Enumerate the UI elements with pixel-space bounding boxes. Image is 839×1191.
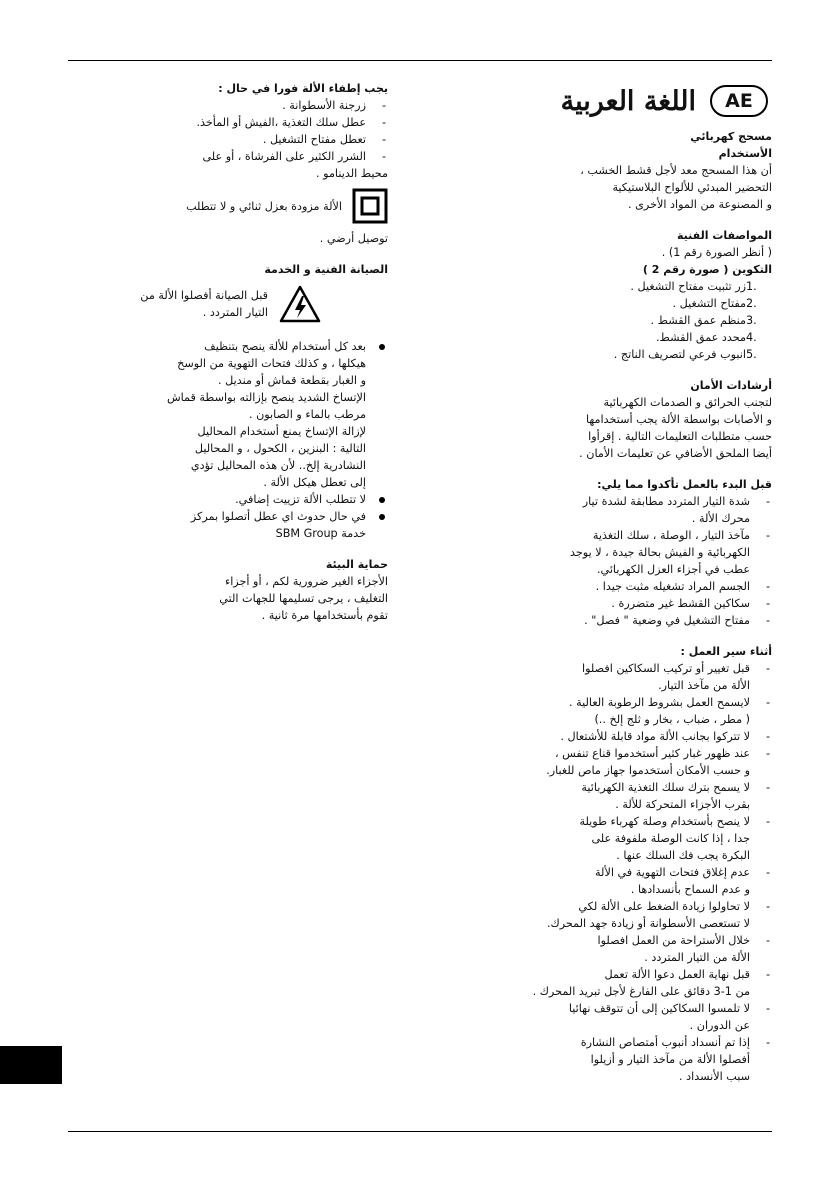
usage-line: التحضير المبدئي للألواح البلاستيكية	[612, 181, 772, 194]
list-item: - لايسمح العمل بشروط الرطوبة العالية . ( مطر ، ضباب ، بخار و ثلج إلخ ..)	[425, 694, 772, 728]
usage-heading: الأستخدام	[718, 147, 772, 160]
list-item: - الشرر الكثير على الفرشاة ، أو على	[130, 148, 388, 165]
list-item: - خلال الأستراحة من العمل افصلوا الألة من التيار المتردد .	[425, 932, 772, 966]
list-item: - لا يسمح بترك سلك التغذية الكهربائية بقرب الأجزاء المتحركة للألة .	[425, 779, 772, 813]
environment-text	[130, 573, 388, 624]
list-item: - إذا تم أنسداد أنبوب أمتصاص النشارة أفصلوا الألة من مآخذ التيار و أزيلوا سبب الأنسداد .	[425, 1034, 772, 1085]
before-work-list	[425, 493, 772, 629]
emergency-stop-list	[130, 97, 388, 165]
environment-line: التغليف ، يرجى تسليمها للجهات التي	[219, 592, 388, 605]
before-work-heading: قبل البدء بالعمل تأكدوا مما يلي:	[597, 478, 772, 491]
double-insulation-icon	[352, 188, 388, 224]
list-item: - عدم إغلاق فتحات التهوية في الألة و عدم السماح بأنسدادها .	[425, 864, 772, 898]
list-item: - لا ينصح بأستخدام وصلة كهرباء طويلة جدا ، إذا كانت الوصلة ملفوفة على البكرة يجب فك السلك عنها .	[425, 813, 772, 864]
usage-text	[425, 162, 772, 213]
left-column	[130, 80, 388, 624]
language-badge: AE	[710, 85, 768, 117]
list-item: - عطل سلك التغذية ،الفيش أو المأخذ.	[130, 114, 388, 131]
page-header	[560, 84, 772, 122]
maintenance-warning-row	[130, 284, 388, 324]
list-item: 4. محدد عمق القشط.	[656, 331, 757, 344]
list-item: 5. انبوب فرعي لتصريف الناتج .	[613, 348, 757, 361]
during-work-list	[425, 660, 772, 1085]
list-item: - قبل نهاية العمل دعوا الألة تعمل من 1-3 دقائق على الفارغ لأجل تبريد المحرك .	[425, 966, 772, 1000]
top-rule	[68, 60, 772, 61]
list-item: - تعطل مفتاح التشغيل .	[130, 131, 388, 148]
insulation-row	[130, 188, 388, 224]
list-item: - قبل تغيير أو تركيب السكاكين افصلوا الألة من مآخذ التيار.	[425, 660, 772, 694]
list-item: - مآخذ التيار ، الوصلة ، سلك التغذية الكهربائية و الفيش بحالة جيدة ، لا يوجد عطب في أجزاء العزل الكهربائي.	[425, 527, 772, 578]
maintenance-list	[130, 338, 388, 542]
list-item: بعد كل أستخدام للألة ينصح بتنظيف هيكلها ، و كذلك فتحات التهوية من الوسخ و الغبار بقطعة قماش أو منديل . الإتساخ الشديد ينصح بإزالته بواسطة قماش مرطب بالماء و الصابون . لإزالة الإتساخ يمنع أستخدام المحاليل التالية : البنزين ، الكحول ، و المحاليل النشادرية إلخ.. لأن هذه المحاليل تؤدي إلى تعطل هيكل الألة .	[130, 338, 388, 491]
right-column	[425, 128, 772, 1085]
list-item: - لا تتركوا بجانب الألة مواد قابلة للأشتعال .	[425, 728, 772, 745]
emergency-stop-continuation: محيط الدينامو .	[316, 167, 388, 180]
high-voltage-warning-icon	[278, 284, 322, 324]
during-work-heading: أثناء سير العمل :	[680, 645, 772, 658]
list-item: - سكاكين القشط غير متضررة .	[425, 595, 772, 612]
specs-line: ( أنظر الصورة رقم 1) .	[661, 246, 772, 259]
safety-text	[425, 394, 772, 462]
list-item: - مفتاح التشغيل في وضعية " فصل" .	[425, 612, 772, 629]
list-item: - لا تلمسوا السكاكين إلى أن تتوقف نهائيا عن الدوران .	[425, 1000, 772, 1034]
environment-line: تقوم بأستخدامها مرة ثانية .	[261, 609, 388, 622]
emergency-stop-heading: يجب إطفاء الألة فورا في حال :	[218, 82, 388, 95]
page-edge-tab	[0, 1046, 62, 1084]
safety-line: و الأصابات بواسطة الألة يجب أستخدامها	[585, 413, 772, 426]
product-title: مسحج كهربائي	[690, 130, 772, 143]
maintenance-warning-text: قبل الصيانة أفصلوا الألة من التيار المتردد .	[140, 289, 268, 319]
list-item: 1. زر تثبيت مفتاح التشغيل .	[630, 280, 757, 293]
list-item: لا تتطلب الألة تزييت إضافي.	[130, 491, 388, 508]
list-item: - الجسم المراد تشغيله مثبت جيدا .	[425, 578, 772, 595]
list-item: 3. منظم عمق القشط .	[650, 314, 757, 327]
environment-line: الأجزاء الغير ضرورية لكم ، أو أجزاء	[224, 575, 388, 588]
safety-line: لتجنب الحرائق و الصدمات الكهربائية	[603, 396, 772, 409]
config-heading: التكوين ( صورة رقم 2 )	[642, 263, 772, 276]
list-item: - زرجنة الأسطوانة .	[130, 97, 388, 114]
config-list	[425, 278, 772, 363]
list-item: 2. مفتاح التشغيل .	[672, 297, 757, 310]
page-title: اللغة العربية	[560, 86, 696, 117]
insulation-text-continuation: توصيل أرضي .	[319, 232, 388, 245]
safety-line: حسب متطلبات التعليمات التالية . إقرأوا	[588, 430, 772, 443]
safety-line: أيضا الملحق الأضافي عن تعليمات الأمان .	[579, 447, 772, 460]
list-item: - لا تحاولوا زيادة الضغط على الألة لكي لا تستعصى الأسطوانة أو زيادة جهد المحرك.	[425, 898, 772, 932]
bottom-rule	[68, 1131, 772, 1132]
maintenance-heading: الصيانة الفنية و الخدمة	[264, 263, 388, 276]
specs-heading: المواصفات الفنية	[677, 229, 772, 242]
list-item: في حال حدوث اي عطل أتصلوا بمركز خدمة SBM Group	[130, 508, 388, 542]
usage-line: أن هذا المسحج معد لأجل قشط الخشب ،	[580, 164, 772, 177]
list-item: - عند ظهور غبار كثير أستخدموا قناع تنفس ، و حسب الأمكان أستخدموا جهاز ماص للغبار.	[425, 745, 772, 779]
safety-heading: أرشادات الأمان	[690, 379, 772, 392]
usage-line: و المصنوعة من المواد الأخرى .	[628, 198, 772, 211]
insulation-text: الألة مزودة بعزل ثنائي و لا تتطلب	[186, 199, 342, 213]
list-item: - شدة التيار المتردد مطابقة لشدة تيار محرك الألة .	[425, 493, 772, 527]
environment-heading: حماية البيئة	[325, 558, 388, 571]
